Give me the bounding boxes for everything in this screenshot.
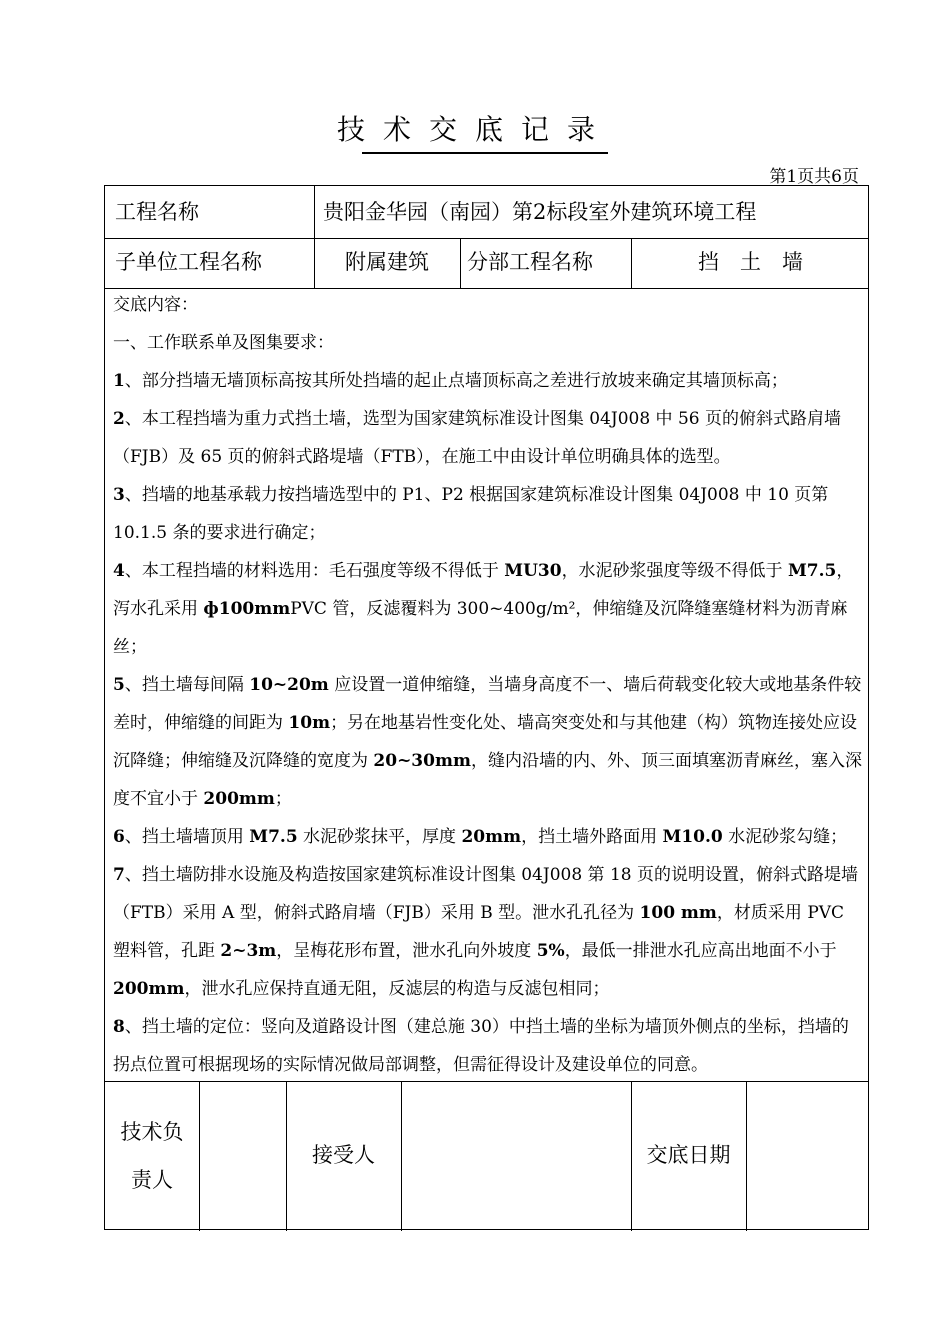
sub-unit-label: 子单位工程名称 xyxy=(115,250,262,274)
item-text: 、挡土墙防排水设施及构造按国家建筑标准设计图集 04J008 第 18 页的说明设置，俯斜式路堤墙（FTB）采用 A 型，俯斜式路肩墙（FJB）采用 B 型。泄水孔孔径为 xyxy=(113,865,858,923)
emphasized-value: 200mm xyxy=(203,789,275,809)
project-name-label: 工程名称 xyxy=(115,200,199,224)
item-text: ，最低一排泄水孔应高出地面不小于 xyxy=(564,941,837,961)
receiver-signature-field[interactable] xyxy=(402,1082,631,1230)
emphasized-value: 10m xyxy=(288,713,331,733)
tech-lead-signature-field[interactable] xyxy=(200,1082,286,1230)
item-text: ；另在地基岩性变化处、墙高突变处和与其他建（构）筑物连接处应设沉降缝；伸缩缝及沉降缝的宽度为 xyxy=(113,713,858,771)
item-text: ，泻水孔采用 xyxy=(113,561,854,619)
requirement-item xyxy=(113,552,864,666)
item-text: 水泥砂浆抹平，厚度 xyxy=(297,827,462,847)
item-text: 、本工程挡墙为重力式挡土墙，选型为国家建筑标准设计图集 04J008 中 56 页的俯斜式路肩墙（FJB）及 65 页的俯斜式路堤墙（FTB），在施工中由设计单位明确具体的选型。 xyxy=(113,409,841,467)
item-text: ，缝内沿墙的内、外、顶三面填塞沥青麻丝，塞入深度不宜小于 xyxy=(113,751,862,809)
item-number: 7 xyxy=(113,865,125,885)
emphasized-value: 5% xyxy=(536,941,565,961)
emphasized-value: M10.0 xyxy=(662,827,723,847)
item-number: 4 xyxy=(113,561,125,581)
page-indicator: 第1页共6页 xyxy=(769,167,859,187)
item-number: 1 xyxy=(113,371,125,391)
item-text: ，水泥砂浆强度等级不得低于 xyxy=(561,561,788,581)
emphasized-value: MU30 xyxy=(504,561,562,581)
item-text: 、挡土墙每间隔 xyxy=(124,675,250,695)
disclosure-content xyxy=(113,286,864,1084)
item-text: 、部分挡墙无墙顶标高按其所处挡墙的起止点墙顶标高之差进行放坡来确定其墙顶标高； xyxy=(124,371,788,391)
requirement-list xyxy=(113,362,864,1084)
content-heading: 交底内容： xyxy=(113,295,198,315)
emphasized-value: 20mm xyxy=(461,827,522,847)
section-heading: 一、工作联系单及图集要求： xyxy=(113,333,334,353)
item-text: 、挡土墙墙顶用 xyxy=(124,827,250,847)
emphasized-value: M7.5 xyxy=(249,827,298,847)
record-table xyxy=(104,185,869,1230)
item-text: PVC 管，反滤覆料为 300~400g/m²，伸缩缝及沉降缝塞缝材料为沥青麻丝； xyxy=(113,599,848,657)
item-number: 3 xyxy=(113,485,125,505)
item-number: 2 xyxy=(113,409,125,429)
title-underline xyxy=(362,152,608,154)
requirement-item xyxy=(113,856,864,1008)
item-number: 5 xyxy=(113,675,125,695)
item-text: 水泥砂浆勾缝； xyxy=(722,827,848,847)
emphasized-value: 2~3m xyxy=(220,941,277,961)
item-text: ，泄水孔应保持直通无阻，反滤层的构造与反滤包相同； xyxy=(184,979,610,999)
item-text: ，材质采用 PVC 塑料管，孔距 xyxy=(113,903,845,961)
project-name-value: 贵阳金华园（南园）第2标段室外建筑环境工程 xyxy=(323,200,757,224)
part-project-value: 挡 土 墙 xyxy=(698,250,803,274)
requirement-item xyxy=(113,476,864,552)
requirement-item xyxy=(113,666,864,818)
receiver-label: 接受人 xyxy=(312,1143,375,1167)
item-text: 、挡墙的地基承载力按挡墙选型中的 P1、P2 根据国家建筑标准设计图集 04J008 中 10 页第 10.1.5 条的要求进行确定； xyxy=(113,485,829,543)
emphasized-value: 20~30mm xyxy=(373,751,471,771)
sub-unit-value: 附属建筑 xyxy=(345,250,429,274)
col-divider xyxy=(460,238,461,288)
item-text: 、本工程挡墙的材料选用：毛石强度等级不得低于 xyxy=(124,561,505,581)
tech-lead-label: 技术负 责人 xyxy=(120,1120,184,1192)
document-title: 技术交底记录 xyxy=(336,113,613,146)
requirement-item xyxy=(113,362,864,400)
item-text: 、挡土墙的定位：竖向及道路设计图（建总施 30）中挡土墙的坐标为墙顶外侧点的坐标，挡墙的拐点位置可根据现场的实际情况做局部调整，但需征得设计及建设单位的同意。 xyxy=(113,1017,849,1075)
row-divider xyxy=(105,238,868,239)
item-text: ，挡土墙外路面用 xyxy=(521,827,663,847)
part-project-label: 分部工程名称 xyxy=(467,250,593,274)
date-label: 交底日期 xyxy=(646,1143,731,1167)
item-text: 应设置一道伸缩缝，当墙身高度不一、墙后荷载变化较大或地基条件较差时，伸缩缝的间距为 xyxy=(113,675,862,733)
emphasized-value: 10~20m xyxy=(249,675,329,695)
item-text: ，呈梅花形布置，泄水孔向外坡度 xyxy=(276,941,537,961)
emphasized-value: 100 mm xyxy=(639,903,717,923)
item-number: 8 xyxy=(113,1017,125,1037)
emphasized-value: ф100mm xyxy=(203,599,291,619)
emphasized-value: 200mm xyxy=(113,979,185,999)
emphasized-value: M7.5 xyxy=(787,561,837,581)
requirement-item xyxy=(113,400,864,476)
requirement-item xyxy=(113,818,864,856)
item-number: 6 xyxy=(113,827,125,847)
requirement-item xyxy=(113,1008,864,1084)
date-field[interactable] xyxy=(747,1082,869,1230)
item-text: ； xyxy=(274,789,292,809)
